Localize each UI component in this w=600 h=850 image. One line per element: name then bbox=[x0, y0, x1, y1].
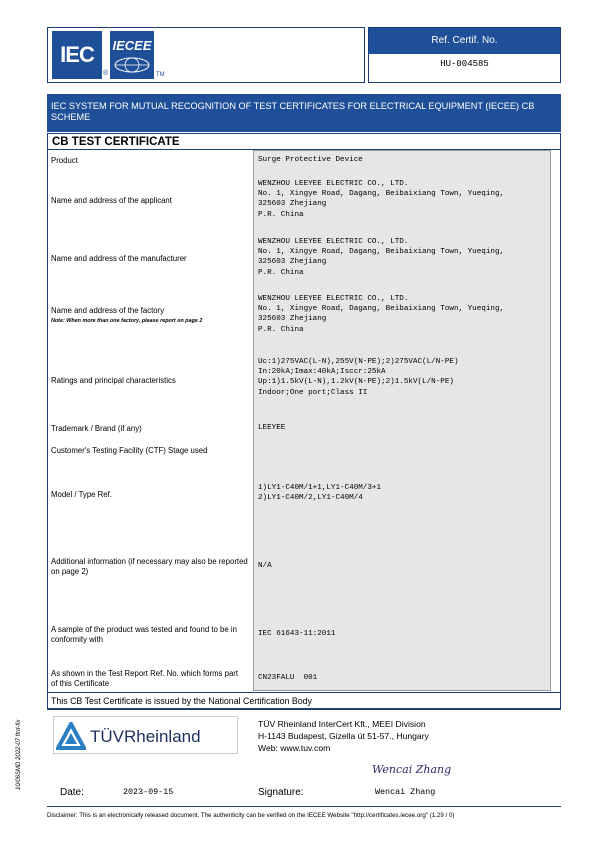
manufacturer-value: WENZHOU LEEYEE ELECTRIC CO., LTD. No. 1, Xingye Road, Dagang, Beibaixiang Town, Yueqing, 325603 Zhejiang P.R. China bbox=[258, 238, 505, 277]
model-value: 1)LY1-C40M/1+1,LY1-C40M/3+1 2)LY1-C40M/2,LY1-C40M/4 bbox=[258, 484, 382, 503]
ref-certificate-box bbox=[368, 27, 561, 83]
report-label: As shown in the Test Report Ref. No. which forms part of this Certificate bbox=[51, 669, 239, 688]
ctf-label: Customer's Testing Facility (CTF) Stage used bbox=[51, 446, 208, 455]
trademark-label: Trademark / Brand (if any) bbox=[51, 424, 142, 433]
ncb-divider bbox=[47, 709, 561, 710]
product-value: Surge Protective Device bbox=[258, 156, 363, 164]
iec-logo: IEC bbox=[52, 31, 102, 79]
ncb-address: TÜV Rheinland InterCert Kft., MEEI Division H-1143 Budapest, Gizella út 51-57., Hungary Web: www.tuv.com bbox=[258, 719, 429, 753]
iecee-logo-text: IECEE bbox=[112, 38, 152, 53]
system-title-bar: IEC SYSTEM FOR MUTUAL RECOGNITION OF TEST CERTIFICATES FOR ELECTRICAL EQUIPMENT (IECEE) CB SCHEME bbox=[47, 94, 561, 132]
ratings-value: Uc:1)275VAC(L-N),255V(N-PE);2)275VAC(L/N-PE) In:20kA;Imax:40kA;Isccr:25kA Up:1)1.5kV(L-N),1.2kV(N-PE);2)1.5kV(L/N-PE) Indoor;One port;Class II bbox=[258, 358, 459, 397]
tuv-logo-text: TÜVRheinland bbox=[90, 727, 201, 746]
form-code: 10/06SMD 2022-07 ftrd-fix bbox=[16, 719, 22, 790]
footer-divider bbox=[47, 806, 561, 807]
trademark-mark: TM bbox=[156, 72, 165, 78]
issued-divider bbox=[47, 692, 561, 693]
product-label: Product bbox=[51, 156, 78, 165]
iecee-logo bbox=[110, 31, 154, 79]
sample-label: A sample of the product was tested and found to be in conformity with bbox=[51, 625, 237, 644]
sample-value: IEC 61643-11:2011 bbox=[258, 630, 336, 638]
additional-label: Additional information (if necessary may also be reported on page 2) bbox=[51, 557, 248, 576]
values-panel bbox=[253, 150, 551, 691]
ratings-label: Ratings and principal characteristics bbox=[51, 376, 176, 385]
globe-icon bbox=[112, 57, 152, 73]
report-value: CN23FALU 001 bbox=[258, 674, 318, 682]
ref-label: Ref. Certif. No. bbox=[369, 28, 560, 54]
logo-box bbox=[47, 27, 365, 83]
factory-note: Note: When more than one factory, please report on page 2 bbox=[51, 318, 203, 324]
date-value: 2023-09-15 bbox=[123, 787, 174, 797]
signature-name: Wencai Zhang bbox=[375, 787, 436, 797]
factory-label: Name and address of the factory bbox=[51, 306, 165, 315]
manufacturer-label: Name and address of the manufacturer bbox=[51, 254, 187, 263]
registered-mark: ® bbox=[103, 70, 109, 77]
issued-by-statement: This CB Test Certificate is issued by the National Certification Body bbox=[51, 696, 312, 706]
additional-value: N/A bbox=[258, 562, 272, 570]
applicant-value: WENZHOU LEEYEE ELECTRIC CO., LTD. No. 1, Xingye Road, Dagang, Beibaixiang Town, Yueqing, 325603 Zhejiang P.R. China bbox=[258, 180, 505, 219]
trademark-value: LEEYEE bbox=[258, 424, 286, 432]
tuv-triangle-icon bbox=[56, 722, 86, 750]
signature-label: Signature: bbox=[258, 787, 304, 798]
certificate-title: CB TEST CERTIFICATE bbox=[52, 136, 180, 148]
signature-handwriting: Wencai Zhang bbox=[372, 763, 452, 776]
disclaimer: Disclaimer: This is an electronically released document. The authenticity can be verified on the IECEE Website "http://certificates.iecee.org" (1.29 / 0) bbox=[47, 812, 455, 819]
applicant-label: Name and address of the applicant bbox=[51, 196, 172, 205]
model-label: Model / Type Ref. bbox=[51, 490, 112, 499]
factory-value: WENZHOU LEEYEE ELECTRIC CO., LTD. No. 1, Xingye Road, Dagang, Beibaixiang Town, Yueqing, 325603 Zhejiang P.R. China bbox=[258, 295, 505, 334]
ref-number: HU-004585 bbox=[440, 59, 489, 69]
date-label: Date: bbox=[60, 787, 84, 798]
